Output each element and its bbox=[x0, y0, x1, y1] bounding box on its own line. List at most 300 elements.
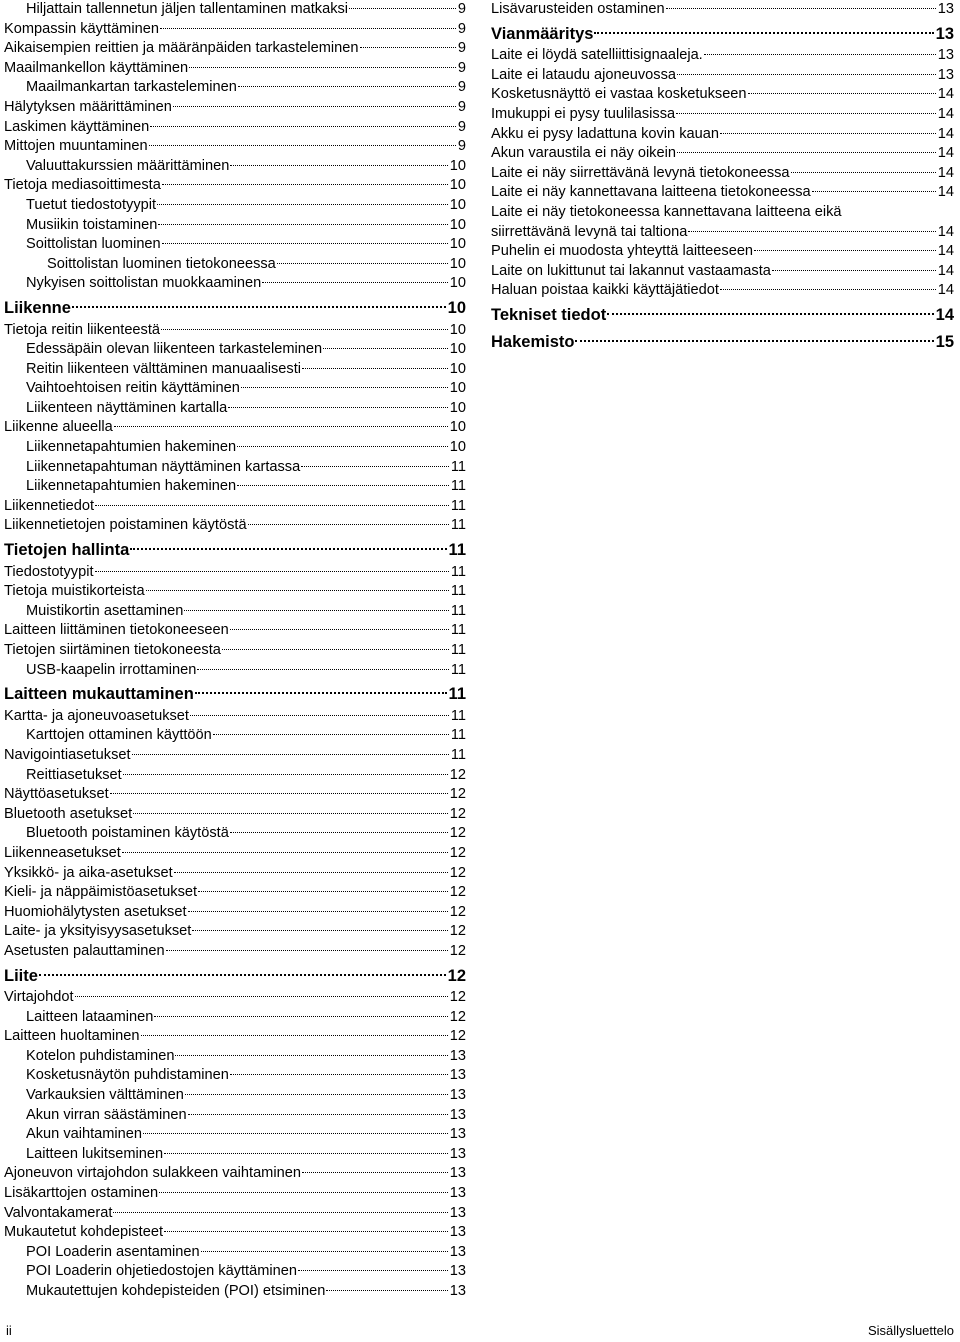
dot-leader bbox=[164, 1231, 448, 1232]
toc-page-number: 12 bbox=[449, 903, 466, 920]
toc-entry-text: Soittolistan luominen bbox=[26, 236, 161, 253]
dot-leader bbox=[298, 1270, 448, 1271]
toc-entry-text: Laite ei näy kannettavana laitteena tietokoneessa bbox=[491, 184, 811, 201]
footer-section-title: Sisällysluettelo bbox=[868, 1323, 954, 1338]
toc-entry-text: Imukuppi ei pysy tuulilasissa bbox=[491, 105, 676, 122]
toc-entry[interactable] bbox=[4, 1164, 466, 1184]
toc-entry-text: Ajoneuvon virtajohdon sulakkeen vaihtaminen bbox=[4, 1165, 301, 1182]
dot-leader bbox=[676, 113, 936, 114]
toc-entry-text: Valvontakamerat bbox=[4, 1204, 113, 1221]
toc-page-number: 9 bbox=[457, 59, 466, 76]
toc-page-number: 10 bbox=[449, 177, 466, 194]
toc-entry-text: Vaihtoehtoisen reitin käyttäminen bbox=[26, 380, 240, 397]
toc-entry-text: USB-kaapelin irrottaminen bbox=[26, 661, 197, 678]
dot-leader bbox=[666, 8, 936, 9]
toc-entry-text: Liite bbox=[4, 966, 38, 985]
dot-leader bbox=[754, 250, 936, 251]
toc-page-number: 11 bbox=[450, 707, 466, 724]
toc-subentry[interactable] bbox=[4, 477, 466, 497]
toc-page-number: 12 bbox=[449, 884, 466, 901]
toc-entry[interactable] bbox=[4, 516, 466, 536]
toc-subentry[interactable] bbox=[4, 1282, 466, 1302]
toc-entry-text: Laitteen lataaminen bbox=[26, 1008, 154, 1025]
toc-page-number: 13 bbox=[449, 1067, 466, 1084]
toc-page-number: 11 bbox=[450, 602, 466, 619]
toc-subentry[interactable] bbox=[4, 196, 466, 216]
toc-entry[interactable] bbox=[491, 242, 954, 262]
toc-entry[interactable] bbox=[491, 0, 954, 20]
toc-entry-text: Tietojen siirtäminen tietokoneesta bbox=[4, 642, 221, 658]
toc-page-number: 10 bbox=[449, 439, 466, 456]
toc-entry[interactable] bbox=[4, 942, 466, 962]
toc-entry-text: Bluetooth poistaminen käytöstä bbox=[26, 825, 229, 842]
toc-entry-text: Tietoja muistikorteista bbox=[4, 583, 145, 600]
dot-leader bbox=[301, 466, 449, 467]
toc-entry-text: Reittiasetukset bbox=[26, 766, 122, 783]
dot-leader bbox=[772, 270, 936, 271]
toc-list bbox=[4, 0, 466, 1302]
toc-entry-text: Nykyisen soittolistan muokkaaminen bbox=[26, 275, 262, 292]
toc-entry[interactable] bbox=[491, 223, 954, 243]
toc-entry[interactable] bbox=[491, 46, 954, 66]
toc-entry[interactable] bbox=[4, 844, 466, 864]
toc-chapter-heading[interactable] bbox=[491, 21, 954, 48]
toc-page-number: 12 bbox=[449, 766, 466, 783]
toc-entry[interactable] bbox=[4, 563, 466, 583]
toc-page-number: 13 bbox=[449, 1165, 466, 1182]
dot-leader bbox=[174, 872, 448, 873]
toc-entry-text: Tietoja mediasoittimesta bbox=[4, 177, 161, 194]
dot-leader bbox=[114, 426, 448, 427]
toc-page-number: 10 bbox=[449, 360, 466, 377]
dot-leader bbox=[198, 891, 448, 892]
toc-entry[interactable] bbox=[4, 641, 466, 661]
toc-page-number: 9 bbox=[457, 20, 466, 37]
toc-chapter-heading[interactable] bbox=[4, 963, 466, 990]
toc-subentry[interactable] bbox=[4, 766, 466, 786]
toc-subentry[interactable] bbox=[4, 438, 466, 458]
dot-leader bbox=[162, 243, 448, 244]
toc-subentry[interactable] bbox=[4, 726, 466, 746]
dot-leader bbox=[159, 1192, 448, 1193]
toc-entry[interactable] bbox=[4, 20, 466, 40]
toc-entry[interactable] bbox=[4, 137, 466, 157]
toc-subentry[interactable] bbox=[4, 340, 466, 360]
toc-entry-text: Musiikin toistaminen bbox=[26, 216, 158, 233]
toc-page-number: 11 bbox=[450, 497, 466, 514]
toc-page-number: 11 bbox=[450, 458, 466, 475]
toc-chapter-heading[interactable] bbox=[4, 295, 466, 322]
dot-leader bbox=[720, 133, 936, 134]
toc-entry-text: Valuuttakurssien määrittäminen bbox=[26, 157, 230, 174]
toc-page-number: 9 bbox=[457, 138, 466, 155]
dot-leader bbox=[230, 1074, 448, 1075]
dot-leader bbox=[228, 407, 448, 408]
toc-page-number: 12 bbox=[447, 966, 466, 985]
toc-entry-text: Lisäkarttojen ostaminen bbox=[4, 1185, 159, 1202]
toc-page-number: 9 bbox=[457, 98, 466, 115]
toc-page-number: 13 bbox=[449, 1224, 466, 1241]
toc-subentry[interactable] bbox=[4, 1125, 466, 1145]
dot-leader bbox=[161, 329, 448, 330]
dot-leader bbox=[141, 1035, 448, 1036]
dot-leader bbox=[110, 793, 448, 794]
dot-leader bbox=[323, 348, 448, 349]
dot-leader bbox=[162, 184, 448, 185]
dot-leader bbox=[197, 669, 449, 670]
toc-subentry[interactable] bbox=[4, 1262, 466, 1282]
toc-page-number: 11 bbox=[448, 685, 466, 704]
toc-page-number: 9 bbox=[457, 79, 466, 96]
toc-entry-text: Muistikortin asettaminen bbox=[26, 602, 184, 619]
toc-entry[interactable] bbox=[491, 105, 954, 125]
toc-entry-text: Liikenneasetukset bbox=[4, 844, 121, 861]
toc-entry-text: Mukautetut kohdepisteet bbox=[4, 1224, 164, 1241]
toc-entry-text: Reitin liikenteen välttäminen manuaalisesti bbox=[26, 360, 301, 377]
toc-entry-text: Tietojen hallinta bbox=[4, 541, 130, 560]
toc-page-number: 13 bbox=[449, 1283, 466, 1299]
toc-page-number: 10 bbox=[449, 275, 466, 292]
toc-entry[interactable] bbox=[491, 66, 954, 86]
dot-leader bbox=[185, 1094, 448, 1095]
dot-leader bbox=[188, 911, 448, 912]
toc-entry[interactable] bbox=[4, 497, 466, 517]
toc-page-number: 13 bbox=[937, 66, 954, 83]
dot-leader bbox=[360, 47, 456, 48]
toc-subentry[interactable] bbox=[4, 661, 466, 681]
toc-page-number: 13 bbox=[449, 1145, 466, 1162]
toc-entry[interactable] bbox=[4, 805, 466, 825]
dot-leader bbox=[157, 204, 448, 205]
toc-entry-text: Karttojen ottaminen käyttöön bbox=[26, 727, 212, 744]
dot-leader bbox=[237, 485, 449, 486]
dot-leader bbox=[262, 282, 448, 283]
toc-entry-text: Tiedostotyypit bbox=[4, 563, 94, 580]
toc-entry-text: Kosketusnäytön puhdistaminen bbox=[26, 1067, 229, 1084]
toc-entry[interactable] bbox=[4, 988, 466, 1008]
toc-page-number: 11 bbox=[450, 583, 466, 600]
toc-entry-text: siirrettävänä levynä tai taltiona bbox=[491, 223, 688, 240]
toc-entry-text: Yksikkö- ja aika-asetukset bbox=[4, 864, 173, 881]
toc-entry-text: Liikennetietojen poistaminen käytöstä bbox=[4, 517, 247, 534]
toc-page-number: 12 bbox=[449, 1008, 466, 1025]
toc-entry-text: Liikennetiedot bbox=[4, 497, 95, 514]
toc-entry[interactable] bbox=[4, 785, 466, 805]
dot-leader bbox=[230, 832, 448, 833]
toc-entry-text: Laite ei löydä satelliittisignaaleja. bbox=[491, 47, 703, 64]
toc-entry-text: POI Loaderin asentaminen bbox=[26, 1243, 200, 1260]
toc-entry[interactable] bbox=[4, 1027, 466, 1047]
toc-entry[interactable] bbox=[4, 321, 466, 341]
toc-subentry[interactable] bbox=[4, 235, 466, 255]
toc-entry[interactable] bbox=[491, 262, 954, 282]
dot-leader bbox=[192, 930, 447, 931]
toc-entry-text: Liikenne alueella bbox=[4, 419, 113, 436]
toc-entry[interactable] bbox=[4, 707, 466, 727]
dot-leader bbox=[248, 524, 449, 525]
toc-page-number: 9 bbox=[457, 40, 466, 57]
toc-entry-text: Haluan poistaa kaikki käyttäjätiedot bbox=[491, 282, 719, 299]
toc-entry-text: Hiljattain tallennetun jäljen tallentaminen matkaksi bbox=[26, 1, 349, 17]
dot-leader bbox=[222, 649, 449, 650]
toc-entry-text: Laite- ja yksityisyysasetukset bbox=[4, 923, 192, 940]
toc-subentry[interactable] bbox=[4, 379, 466, 399]
toc-entry[interactable] bbox=[4, 1184, 466, 1204]
toc-page-number: 12 bbox=[449, 825, 466, 842]
toc-page-number: 13 bbox=[449, 1106, 466, 1123]
toc-entry-text: Akun vaihtaminen bbox=[26, 1126, 143, 1143]
toc-entry-text: Akku ei pysy ladattuna kovin kauan bbox=[491, 125, 719, 142]
toc-entry-text: POI Loaderin ohjetiedostojen käyttäminen bbox=[26, 1263, 297, 1280]
toc-entry-text: Aikaisempien reittien ja määränpäiden tarkasteleminen bbox=[4, 40, 359, 57]
toc-entry-text: Maailmankartan tarkasteleminen bbox=[26, 79, 237, 96]
dot-leader bbox=[164, 1153, 448, 1154]
dot-leader bbox=[720, 289, 936, 290]
toc-subentry[interactable] bbox=[4, 1008, 466, 1028]
toc-entry[interactable] bbox=[4, 922, 466, 942]
toc-subentry[interactable] bbox=[4, 1047, 466, 1067]
toc-entry[interactable] bbox=[4, 621, 466, 641]
toc-entry-text: Laitteen huoltaminen bbox=[4, 1028, 140, 1045]
toc-entry[interactable] bbox=[4, 883, 466, 903]
dot-leader bbox=[184, 610, 448, 611]
toc-entry-text: Liikennetapahtuman näyttäminen kartassa bbox=[26, 458, 301, 475]
toc-entry-text: Hakemisto bbox=[491, 332, 575, 351]
toc-subentry[interactable] bbox=[4, 824, 466, 844]
toc-entry-text: Akun varaustila ei näy oikein bbox=[491, 145, 676, 162]
toc-page-number: 12 bbox=[449, 942, 466, 959]
toc-page-number: 13 bbox=[937, 1, 954, 17]
dot-leader bbox=[72, 306, 446, 308]
toc-page-number: 11 bbox=[448, 541, 466, 560]
toc-entry-wrap-line[interactable] bbox=[491, 203, 954, 223]
toc-right-column bbox=[491, 0, 954, 354]
toc-page-number: 14 bbox=[937, 282, 954, 299]
toc-subentry[interactable] bbox=[4, 602, 466, 622]
toc-page-number: 14 bbox=[937, 164, 954, 181]
toc-page-number: 14 bbox=[937, 243, 954, 260]
toc-page-number: 11 bbox=[450, 563, 466, 580]
toc-subentry[interactable] bbox=[4, 157, 466, 177]
toc-entry-text: Kosketusnäyttö ei vastaa kosketukseen bbox=[491, 86, 747, 103]
toc-page-number: 14 bbox=[937, 125, 954, 142]
toc-entry-text: Mittojen muuntaminen bbox=[4, 138, 148, 155]
dot-leader bbox=[160, 28, 456, 29]
dot-leader bbox=[594, 32, 933, 34]
toc-page-number: 10 bbox=[449, 399, 466, 416]
toc-entry[interactable] bbox=[4, 59, 466, 79]
toc-chapter-heading[interactable] bbox=[4, 681, 466, 708]
toc-entry-text: Näyttöasetukset bbox=[4, 786, 109, 803]
toc-entry[interactable] bbox=[4, 582, 466, 602]
toc-left-column bbox=[4, 0, 466, 1302]
toc-entry-text: Akun virran säästäminen bbox=[26, 1106, 187, 1123]
toc-subentry[interactable] bbox=[4, 1086, 466, 1106]
toc-subentry[interactable] bbox=[4, 360, 466, 380]
toc-entry-text: Puhelin ei muodosta yhteyttä laitteeseen bbox=[491, 243, 754, 260]
toc-page-number: 13 bbox=[937, 47, 954, 64]
dot-leader bbox=[133, 813, 448, 814]
toc-subsubentry[interactable] bbox=[4, 255, 466, 275]
dot-leader bbox=[677, 74, 936, 75]
toc-entry-text: Tuetut tiedostotyypit bbox=[26, 196, 157, 213]
toc-page-number: 12 bbox=[449, 989, 466, 1006]
toc-entry-text: Huomiohälytysten asetukset bbox=[4, 903, 187, 920]
toc-entry-text: Kartta- ja ajoneuvoasetukset bbox=[4, 707, 189, 724]
toc-page-number: 10 bbox=[449, 255, 466, 272]
toc-page-number: 12 bbox=[449, 786, 466, 803]
toc-list bbox=[491, 0, 954, 355]
dot-leader bbox=[122, 852, 448, 853]
dot-leader bbox=[349, 8, 456, 9]
toc-page-number: 9 bbox=[457, 1, 466, 17]
toc-entry-text: Lisävarusteiden ostaminen bbox=[491, 1, 665, 17]
toc-page-number: 11 bbox=[450, 661, 466, 678]
page-footer bbox=[6, 1323, 954, 1338]
toc-entry[interactable] bbox=[4, 39, 466, 59]
dot-leader bbox=[677, 152, 936, 153]
toc-entry-text: Laite ei lataudu ajoneuvossa bbox=[491, 66, 676, 83]
dot-leader bbox=[277, 263, 448, 264]
toc-entry[interactable] bbox=[4, 98, 466, 118]
dot-leader bbox=[132, 754, 449, 755]
toc-entry-text: Laite ei näy tietokoneessa kannettavana laitteena eikä bbox=[491, 203, 842, 220]
toc-subentry[interactable] bbox=[4, 78, 466, 98]
toc-entry-text: Maailmankellon käyttäminen bbox=[4, 59, 189, 76]
toc-entry-text: Laitteen mukauttaminen bbox=[4, 685, 194, 704]
dot-leader bbox=[326, 1290, 447, 1291]
toc-page-number: 10 bbox=[449, 419, 466, 436]
toc-page-number: 10 bbox=[447, 298, 466, 317]
dot-leader bbox=[149, 145, 456, 146]
toc-page-number: 12 bbox=[449, 923, 466, 940]
toc-page-number: 13 bbox=[449, 1243, 466, 1260]
toc-subentry[interactable] bbox=[4, 274, 466, 294]
dot-leader bbox=[190, 715, 449, 716]
toc-entry-text: Laite on lukittunut tai lakannut vastaamasta bbox=[491, 262, 771, 279]
dot-leader bbox=[704, 54, 936, 55]
toc-entry-text: Navigointiasetukset bbox=[4, 746, 131, 763]
dot-leader bbox=[688, 231, 935, 232]
toc-entry-text: Asetusten palauttaminen bbox=[4, 942, 165, 959]
toc-page-number: 10 bbox=[449, 196, 466, 213]
toc-entry[interactable] bbox=[4, 746, 466, 766]
toc-entry-text: Laite ei näy siirrettävänä levynä tietokoneessa bbox=[491, 164, 790, 181]
toc-page-number: 10 bbox=[449, 216, 466, 233]
toc-subentry[interactable] bbox=[4, 399, 466, 419]
dot-leader bbox=[575, 340, 933, 342]
toc-subentry[interactable] bbox=[4, 216, 466, 236]
toc-entry-text: Tekniset tiedot bbox=[491, 305, 607, 324]
toc-entry[interactable] bbox=[4, 176, 466, 196]
toc-page-number: 13 bbox=[449, 1185, 466, 1202]
toc-page-number: 11 bbox=[450, 746, 466, 763]
dot-leader bbox=[189, 67, 456, 68]
dot-leader bbox=[95, 571, 449, 572]
toc-entry-text: Bluetooth asetukset bbox=[4, 805, 133, 822]
toc-page-number: 13 bbox=[449, 1047, 466, 1064]
dot-leader bbox=[213, 734, 449, 735]
footer-page-number: ii bbox=[6, 1323, 12, 1338]
toc-page-number: 11 bbox=[450, 642, 466, 658]
toc-entry-text: Varkauksien välttäminen bbox=[26, 1087, 184, 1104]
toc-page-number: 11 bbox=[450, 478, 466, 495]
toc-chapter-heading[interactable] bbox=[491, 302, 954, 329]
toc-page-number: 13 bbox=[449, 1087, 466, 1104]
toc-page-number: 10 bbox=[449, 236, 466, 253]
toc-page-number: 14 bbox=[937, 145, 954, 162]
toc-page-number: 12 bbox=[449, 844, 466, 861]
toc-page-number: 15 bbox=[935, 332, 954, 351]
toc-page-number: 12 bbox=[449, 864, 466, 881]
toc-chapter-heading[interactable] bbox=[491, 329, 954, 356]
toc-entry[interactable] bbox=[491, 164, 954, 184]
dot-leader bbox=[173, 106, 456, 107]
toc-page-number: 10 bbox=[449, 157, 466, 174]
toc-subentry[interactable] bbox=[4, 0, 466, 20]
dot-leader bbox=[130, 548, 446, 550]
dot-leader bbox=[175, 1055, 447, 1056]
toc-entry-text: Kotelon puhdistaminen bbox=[26, 1047, 175, 1064]
toc-entry[interactable] bbox=[491, 183, 954, 203]
dot-leader bbox=[195, 692, 447, 694]
dot-leader bbox=[166, 950, 448, 951]
toc-entry[interactable] bbox=[4, 1204, 466, 1224]
toc-entry[interactable] bbox=[491, 144, 954, 164]
toc-page-number: 11 bbox=[450, 517, 466, 534]
toc-page-number: 10 bbox=[449, 380, 466, 397]
dot-leader bbox=[123, 774, 448, 775]
toc-entry[interactable] bbox=[4, 418, 466, 438]
toc-entry-text: Liikennetapahtumien hakeminen bbox=[26, 439, 237, 456]
dot-leader bbox=[607, 313, 933, 315]
toc-entry[interactable] bbox=[4, 1223, 466, 1243]
toc-subentry[interactable] bbox=[4, 458, 466, 478]
toc-entry[interactable] bbox=[4, 903, 466, 923]
dot-leader bbox=[791, 172, 936, 173]
toc-entry[interactable] bbox=[491, 125, 954, 145]
dot-leader bbox=[75, 996, 448, 997]
toc-page-number: 13 bbox=[935, 24, 954, 43]
dot-leader bbox=[230, 165, 447, 166]
toc-page-number: 12 bbox=[449, 1028, 466, 1045]
toc-entry-text: Liikenne bbox=[4, 298, 71, 317]
toc-page-number: 12 bbox=[449, 805, 466, 822]
dot-leader bbox=[238, 86, 456, 87]
toc-entry[interactable] bbox=[491, 85, 954, 105]
toc-page-number: 14 bbox=[937, 223, 954, 240]
toc-subentry[interactable] bbox=[4, 1145, 466, 1165]
toc-page-number: 14 bbox=[937, 86, 954, 103]
toc-subentry[interactable] bbox=[4, 1066, 466, 1086]
dot-leader bbox=[748, 93, 936, 94]
toc-entry-text: Tietoja reitin liikenteestä bbox=[4, 321, 161, 338]
toc-entry[interactable] bbox=[491, 281, 954, 301]
toc-page-number: 13 bbox=[449, 1126, 466, 1143]
toc-chapter-heading[interactable] bbox=[4, 537, 466, 564]
toc-entry[interactable] bbox=[4, 118, 466, 138]
toc-entry-text: Liikenteen näyttäminen kartalla bbox=[26, 399, 228, 416]
dot-leader bbox=[95, 505, 449, 506]
toc-entry-text: Edessäpäin olevan liikenteen tarkasteleminen bbox=[26, 341, 323, 358]
toc-page-number: 14 bbox=[935, 305, 954, 324]
dot-leader bbox=[154, 1016, 447, 1017]
toc-entry[interactable] bbox=[4, 864, 466, 884]
toc-subentry[interactable] bbox=[4, 1243, 466, 1263]
toc-entry-text: Vianmääritys bbox=[491, 24, 594, 43]
toc-page-number: 11 bbox=[450, 727, 466, 744]
toc-subentry[interactable] bbox=[4, 1106, 466, 1126]
